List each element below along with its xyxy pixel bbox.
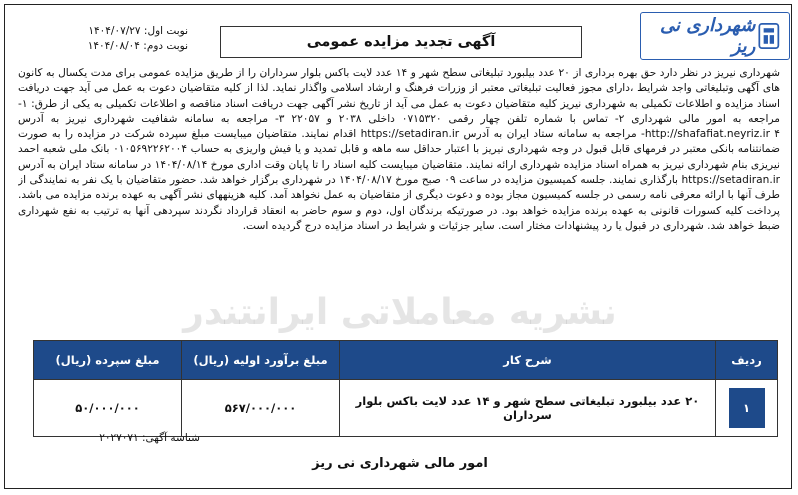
cell-deposit: ۵۰/۰۰۰/۰۰۰ xyxy=(34,380,182,437)
publication-dates xyxy=(48,24,188,54)
table-row xyxy=(34,380,778,437)
cell-initial-estimate: ۵۶۷/۰۰۰/۰۰۰ xyxy=(182,380,340,437)
ad-body-text: شهرداری نیریز در نظر دارد حق بهره برداری از ۲۰ عدد بیلبورد تبلیغاتی سطح شهر و ۱۴ عدد لایت باکس بلوار سرداران را از طریق مزایده عمومی برای مدت یکسال به کانون های آگهی وتبلیغاتی واجد شرایط ،دارای مجوز فعالیت تبلیغاتی معتبر از وزرات فرهنگ و ارشاد اسلامی واگذار نماید. لذا از کلیه متقاضیان دعوت به عمل می آید جهت دریافت اسناد مزایده و اطلاعات تکمیلی به شهرداری نیریز کلیه متقاضیان دعوت به عمل می آید از تاریخ نشر آگهی جهت دریافت اسناد مناقصه و اطلاعات تکمیلی به یکی از طرق: ۱- مراجعه به امور مالی شهرداری ۲- تماس با شماره تلفن چهار رقمی ۰۷۱۵۳۲۰ داخلی ۲۰۳۸ و ۲۲۰۵۷ ۳- مراجعه به سامانه شفافیت شهرداری نیریز به آدرس http://shafafiat.neyriz.ir ۴- مراجعه به سامانه ستاد ایران به آدرس https://setadiran.ir اقدام نمایند. متقاضیان میبایست مبلغ سپرده شرکت در مزایده را به صورت ضمانتنامه بانکی معتبر در فرمهای قابل قبول در وجه شهرداری نیریز با اعتبار حداقل سه ماهه و قابل تمدید و یا فیش واریزی به حساب ۰۱۰۵۶۹۲۲۶۲۰۰۴ بانک ملی شعبه احمد نیریزی بنام شهرداری نیریز به همراه اسناد مزایده شهرداری ارائه نمایند. متقاضیان میبایست کلیه اسناد را تا پایان وقت اداری مورخ ۱۴۰۴/۰۸/۱۴ در سامانه ستاد ایران به آدرس https://setadiran.ir بارگذاری نمایند. جلسه کمیسیون مزایده در ساعت ۰۹ صبح مورخ ۱۴۰۴/۰۸/۱۷ در شهرداری برگزار خواهد شد. حضور متقاضیان با یک نفر به نمایندگی از طرف آنها با ارائه معرفی نامه رسمی در جلسه کمیسیون مجاز بوده و دعوت دیگری از متقاضیان به عمل نخواهد آمد. کلیه هزینههای نشر آگهی به عهده برنده مزایده می باشد. پرداخت کلیه کسورات قانونی به عهده برنده مزایده خواهد بود. در صورتیکه برندگان اول، دوم و سوم حاضر به انعقاد قرارداد نگردند سپردهی آنها به ترتیب به نفع شهرداری ضبط خواهد شد. شهرداری در قبول یا رد پیشنهادات مختار است. سایر جزئیات و شرایط در اسناد مزایده درج گردیده است. xyxy=(18,67,780,232)
ad-title: آگهی تجدید مزایده عمومی xyxy=(220,26,582,58)
auction-items-table xyxy=(33,340,778,437)
logo-text: شهرداری نی ریز xyxy=(659,15,756,57)
header-initial-estimate: مبلغ برآورد اولیه (ریال) xyxy=(182,341,340,380)
table-header-row xyxy=(34,341,778,380)
header-row-number: ردیف xyxy=(716,341,778,380)
second-round-date: نوبت دوم: ۱۴۰۴/۰۸/۰۴ xyxy=(87,40,188,52)
municipality-emblem-icon xyxy=(755,19,783,53)
header-deposit: مبلغ سپرده (ریال) xyxy=(34,341,182,380)
municipality-logo xyxy=(640,12,790,60)
watermark-text: نشریه معاملاتی ایرانتندر xyxy=(183,292,617,333)
ad-header xyxy=(4,4,792,62)
row-number-badge: ۱ xyxy=(729,388,765,428)
first-round-date: نوبت اول: ۱۴۰۴/۰۷/۲۷ xyxy=(88,25,188,37)
ad-identifier: شناسه آگهی: ۲۰۲۷۰۷۱ xyxy=(99,432,200,444)
header-description: شرح کار xyxy=(340,341,716,380)
issuer-signature: امور مالی شهرداری نی ریز xyxy=(312,456,488,471)
cell-description: ۲۰ عدد بیلبورد تبلیغاتی سطح شهر و ۱۴ عدد لایت باکس بلوار سرداران xyxy=(340,380,716,437)
cell-row-number xyxy=(716,380,778,437)
